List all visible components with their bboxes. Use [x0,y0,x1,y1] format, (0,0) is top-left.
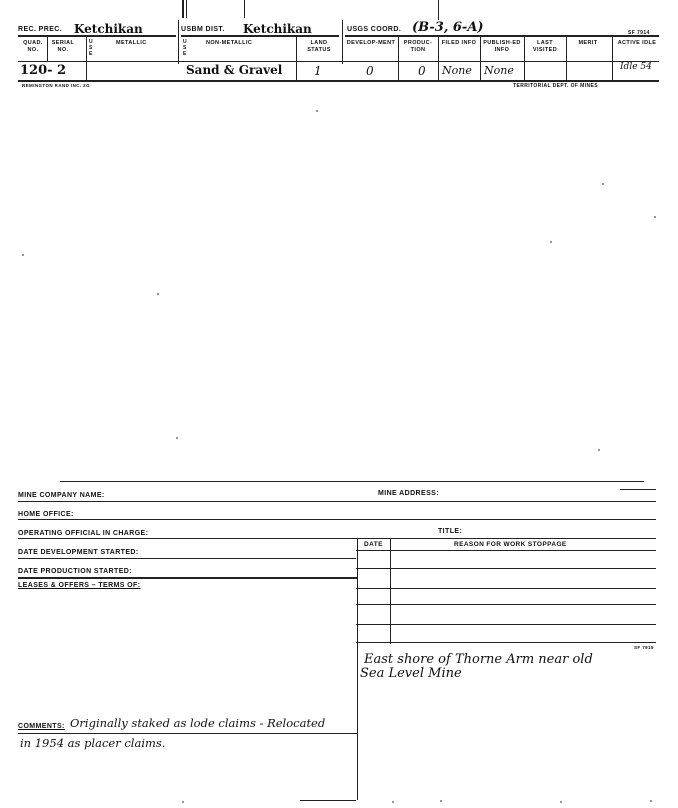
rule [390,538,391,644]
usgs-coord-label: USGS COORD. [347,26,402,33]
serial-no-header: SERIAL NO. [51,40,75,53]
scan-speck [157,293,159,295]
scan-speck [650,800,652,802]
rule [18,519,656,520]
leases-offers-label: LEASES & OFFERS – TERMS OF: [18,582,141,589]
rule [342,20,343,64]
rule [18,733,358,734]
scan-speck [602,183,604,185]
comments-label: COMMENTS: [18,723,65,730]
rule [356,588,656,589]
printer-imprint: REMINGTON RAND INC. 2G [22,83,90,88]
title-label: TITLE: [438,528,463,535]
non-metallic-value: Sand & Gravel [186,63,283,77]
tape-mark [244,0,245,18]
rule [356,604,656,605]
location-note-line-1: East shore of Thorne Arm near old [364,652,593,667]
land-status-value: 1 [314,64,322,78]
reason-header: REASON FOR WORK STOPPAGE [454,541,567,548]
active-idle-value: Idle 54 [620,62,652,72]
date-production-started-label: DATE PRODUCTION STARTED: [18,568,132,575]
use-nonmetallic-header: U S E [183,39,188,57]
land-status-header: LAND STATUS [307,40,331,53]
rule [356,550,656,551]
tape-mark [182,0,184,18]
development-header: DEVELOP-MENT [346,40,396,46]
rule [357,538,358,800]
rule [18,61,659,62]
rule [356,642,656,643]
development-value: 0 [366,64,374,78]
scan-speck [550,241,552,243]
merit-header: MERIT [578,40,598,46]
rule [18,558,356,559]
rule [18,501,656,502]
quad-serial-value: 120- 2 [20,63,67,78]
mine-address-label: MINE ADDRESS: [378,490,439,497]
rule [620,489,656,490]
rule [300,800,356,801]
rule [86,36,87,80]
scan-speck [440,800,442,802]
scan-speck [176,437,178,439]
form-number-top: SF 7914 [628,30,650,36]
rule [438,36,439,80]
rule [47,36,48,62]
tape-mark [186,0,187,18]
form-number-bottom: SF 7915 [634,645,654,650]
quad-no-header: QUAD. NO. [23,40,43,53]
rule [524,36,525,80]
metallic-header: METALLIC [116,40,147,46]
rule [566,36,567,80]
date-header: DATE [364,541,383,548]
tape-mark [438,0,439,20]
rec-prec-value: Ketchikan [74,22,143,36]
rule [18,577,358,579]
scan-speck [654,216,656,218]
usgs-coord-value: (B-3, 6-A) [412,20,484,35]
mine-company-name-label: MINE COMPANY NAME: [18,492,105,499]
date-development-started-label: DATE DEVELOPMENT STARTED: [18,549,139,556]
home-office-label: HOME OFFICE: [18,511,74,518]
operating-official-label: OPERATING OFFICIAL IN CHARGE: [18,530,149,537]
comments-line-1: Originally staked as lode claims - Relocated [70,716,326,730]
rec-prec-label: REC. PREC. [18,26,63,33]
scan-speck [560,801,562,803]
rule [296,36,297,80]
rule [18,35,176,37]
published-info-header: PUBLISH-ED INFO [483,40,521,53]
rule [18,80,659,82]
rule [18,538,656,539]
scan-speck [316,110,318,112]
rule [612,36,613,80]
rule [60,481,644,482]
non-metallic-header: NON-METALLIC [206,40,253,46]
comments-line-2: in 1954 as placer claims. [20,736,166,750]
production-header: PRODUC-TION [403,40,433,53]
last-visited-header: LAST VISITED [532,40,558,53]
production-value: 0 [418,64,426,78]
use-metallic-header: U S E [89,39,94,57]
location-note-line-2: Sea Level Mine [360,666,462,681]
usbm-dist-value: Ketchikan [243,22,312,36]
scan-speck [182,801,184,803]
published-info-value: None [484,64,514,77]
rule [398,36,399,80]
rule [480,36,481,80]
rule [356,624,656,625]
active-idle-header: ACTIVE IDLE [617,40,657,46]
rule [181,35,339,37]
scan-speck [392,801,394,803]
scan-speck [598,449,600,451]
scan-speck [22,254,24,256]
filed-info-header: FILED INFO [441,40,477,46]
filed-info-value: None [442,64,472,77]
footer-dept: TERRITORIAL DEPT. OF MINES [513,83,598,89]
rule [356,568,656,569]
usbm-dist-label: USBM DIST. [181,26,225,33]
rule [178,20,179,64]
